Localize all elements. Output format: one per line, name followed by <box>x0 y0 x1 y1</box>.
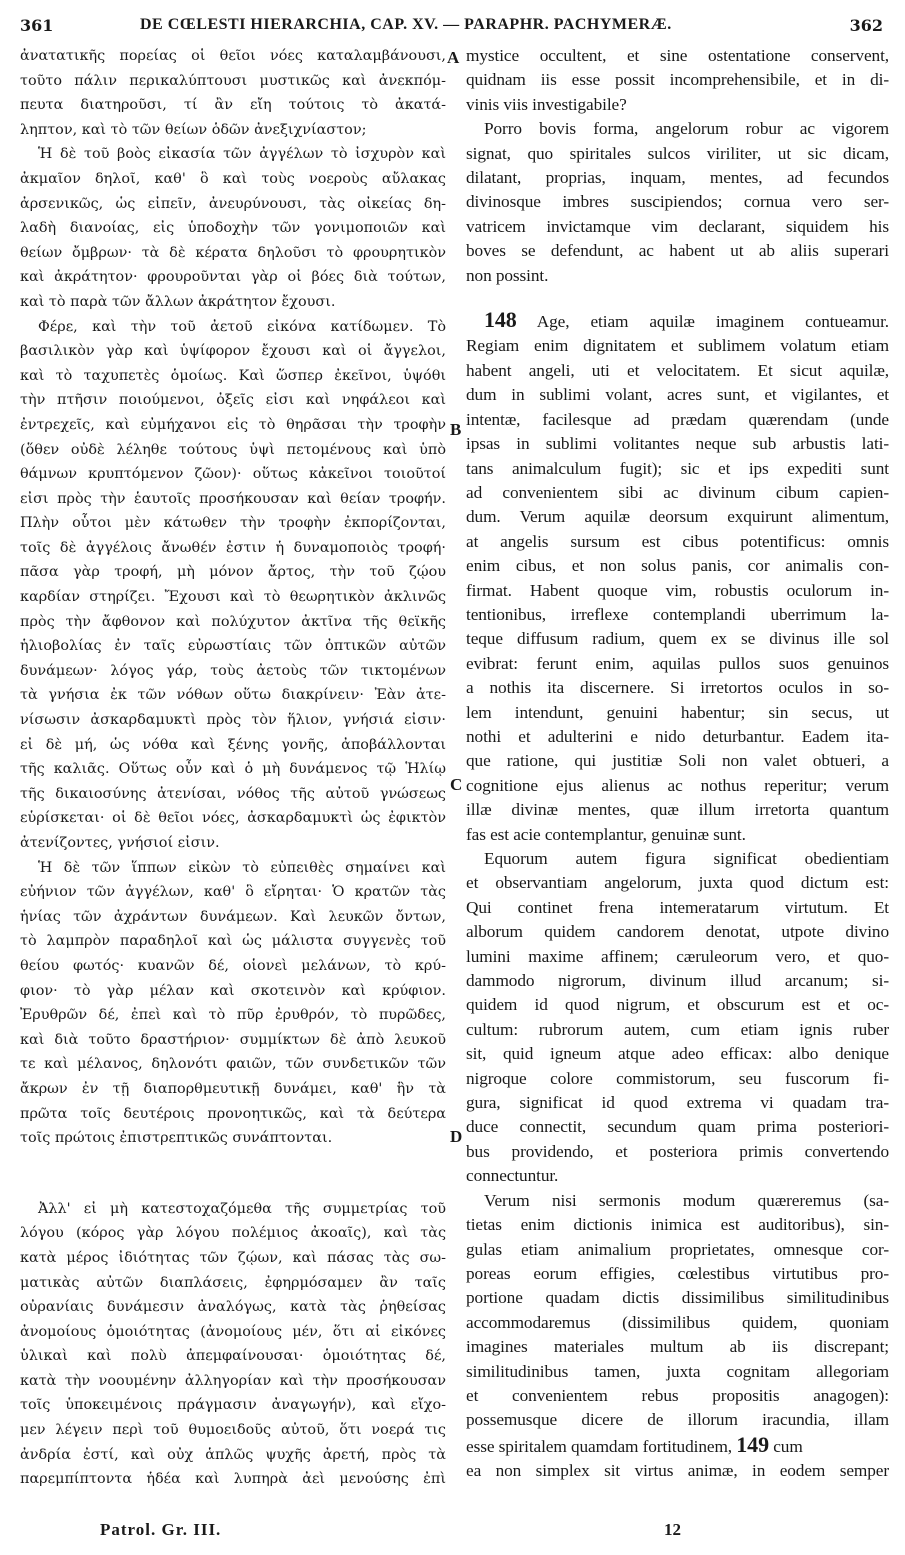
latin-line: et convenientem rebus propositis anagogen): <box>466 1385 889 1405</box>
latin-line: intentæ, facilesque ad prædam quærendam (unde <box>466 409 889 429</box>
latin-line: tentionibus, irreflexe contemplandi uberrimum la- <box>466 604 889 624</box>
running-title: DE CŒLESTI HIERARCHIA, CAP. XV. — PARAPHR. PACHYMERÆ. <box>140 16 672 33</box>
latin-line: signat, quo spiritales sulcos viriliter, ut sic dicam, <box>466 143 889 163</box>
latin-line: ipsas in sublimi volitantes neque sub arbustis lati- <box>466 434 889 454</box>
latin-line: et observantiam angelorum, juxta quod dictum est: <box>466 873 889 893</box>
latin-line: illæ divinæ mentes, quæ illum irretorta quantum <box>466 800 889 820</box>
footer-signature: 12 <box>664 1520 681 1539</box>
latin-line-text: cum <box>773 1436 803 1456</box>
latin-line: Equorum autem figura significat obedientiam <box>484 849 889 868</box>
greek-line: εὑρίσκεται· οἱ δὲ θεῖοι νόες, ἀσκαρδαμυκτὶ ὡς ἐφικτὸν <box>20 810 446 827</box>
greek-line: ὑλικαὶ καὶ πολὺ ἀπεμφαίνουσαι· ὁμοιότητας δέ, <box>20 1348 446 1365</box>
left-page-number: 361 <box>20 16 54 35</box>
greek-line: ἀνδρία ἐστί, καὶ οὐχ ἁπλῶς ψυχῆς ἀρετή, πρὸς τὰ <box>20 1446 446 1463</box>
latin-line: evibrat: ferunt enim, aquilas pullos suos genuinos <box>466 653 889 673</box>
latin-line: nigroque colore commistorum, seu fuscorum fi- <box>466 1068 889 1088</box>
greek-line: (ὅθεν οὐδὲ λέληθε τούτους ὑψὶ πετομένους καὶ ὑπὸ <box>20 441 446 458</box>
greek-line: νίσωσιν ἀσκαρδαμυκτὶ πρὸς τὸν ἥλιον, γνήσιά εἰσιν· <box>20 712 446 729</box>
greek-line: καὶ τὸ παρὰ τῶν ἄλλων ἀκράτητον ἔχουσι. <box>20 293 336 310</box>
latin-line: nothi et adulterini e nido deturbantur. Eadem ita- <box>466 726 889 746</box>
latin-line: Qui continet frena intemeratarum virtutum. Et <box>466 897 889 917</box>
latin-line: lumini maxime affinem; cæruleorum vero, et quo- <box>466 946 889 966</box>
footer-volume: Patrol. Gr. III. <box>100 1520 222 1539</box>
greek-line: ἀτενίζοντες, γνήσιοί εἰσιν. <box>20 835 220 851</box>
latin-line: Regiam enim dignitatem et sublimem volatum etiam <box>466 336 889 356</box>
latin-line: cognitione ejus alienus ac nothus reperitur; verum <box>466 775 889 795</box>
greek-line: τοῖς δὲ ἀγγέλοις ἄνωθέν ἐστιν ἡ δυναμοποιὸς τροφή· <box>20 539 446 556</box>
latin-line: vatricem invictamque vim declarant, siquidem his <box>466 216 889 236</box>
greek-line: εἰσι πρὸς τὴν ἑαυτοῖς προσήκουσαν καὶ θείαν τροφήν. <box>20 490 446 507</box>
greek-line: θείου φωτός· κυανῶν δέ, οἱονεὶ μελάνων, τὸ κρύ- <box>20 957 446 974</box>
greek-line: τὰ γνήσια ἐκ τῶν νόθων οὕτω διακρίνειν· Ἐὰν ἀτε- <box>20 687 446 704</box>
greek-line: Πλὴν οὗτοι μὲν κάτωθεν τὴν τροφὴν ἐκπορίζονται, <box>20 515 446 532</box>
latin-line: sit, quid igneum atque adeo efficax: albo denique <box>466 1044 889 1064</box>
latin-line: teque diffusum radium, quem ex se divinus ille sol <box>466 629 889 649</box>
greek-line: τὴν πτῆσιν ποιούμενοι, ὀξεῖς εἰσι καὶ νηφάλεοι καὶ <box>20 392 446 409</box>
latin-line-with-section <box>466 1433 889 1459</box>
latin-line: boves se defendunt, ac habent ut ab aliis superari <box>466 241 889 261</box>
section-gap <box>20 1151 446 1197</box>
greek-line: Ἐρυθρῶν δέ, ἐπεὶ καὶ τὸ πῦρ ἐρυθρόν, τὸ πυρῶδες, <box>20 1007 446 1024</box>
latin-line: quidnam iis esse possit incomprehensibile, et in di- <box>466 70 889 90</box>
greek-line: εὐήνιον τῶν ἀγγέλων, καθ' ὃ εἴρηται· Ὁ κρατῶν τὰς <box>20 884 446 901</box>
latin-line: quidem id quod nigrum, et obscurum est et oc- <box>466 995 889 1015</box>
greek-line: τοῦτο πάλιν περικαλύπτουσι μυστικῶς καὶ ἀνεκπόμ- <box>20 72 446 89</box>
margin-marker-a: A <box>447 48 460 67</box>
latin-line: mystice occultent, et sine ostentatione conservent, <box>466 46 889 65</box>
latin-line-text: esse spiritalem quamdam fortitudinem, <box>466 1436 733 1456</box>
latin-line: dilatant, proprias, inquam, mentes, ad fecundos <box>466 168 889 188</box>
greek-line: ἀνομοίους ὁμοιότητας (ἀνομοίους μέν, ὅτι αἱ εἰκόνες <box>20 1323 446 1340</box>
greek-line: ἀκμαῖον δηλοῖ, καθ' ὃ καὶ τοὺς νοεροὺς αὔλακας <box>20 170 446 187</box>
latin-line: vinis viis investigabile? <box>466 94 627 114</box>
latin-line: lem intendunt, genuini habentur; sin secus, ut <box>466 702 889 722</box>
greek-line: κατὰ τὴν νοουμένην ἀλληγορίαν καὶ τὴν προσήκουσαν <box>20 1372 446 1389</box>
latin-line: dum. Verum aquilæ deorsum exquirunt alimentum, <box>466 507 889 527</box>
latin-line: bus providendo, et posteriora primis convertendo <box>466 1141 889 1161</box>
latin-line: non possint. <box>466 265 549 285</box>
greek-line: Ἀλλ' εἰ μὴ κατεστοχαζόμεθα τῆς συμμετρίας τοῦ <box>38 1200 446 1217</box>
greek-line: φιον· τὸ γὰρ μέλαν καὶ σκοτεινὸν καὶ κρύφιον. <box>20 982 446 999</box>
latin-line: ea non simplex sit virtus animæ, in eodem semper <box>466 1461 889 1481</box>
greek-line: βασιλικὸν γὰρ καὶ ὑψίφορον ἔχουσι καὶ οἱ ἄγγελοι, <box>20 343 446 360</box>
latin-line: possemusque dicere de illorum iracundia, illam <box>466 1410 889 1430</box>
greek-line: λαδὴ διανοίας, εἰς ὑποδοχὴν τῶν γονιμοποιῶν καὶ <box>20 220 446 237</box>
greek-line: καὶ διὰ τοῦτο δραστήριον· συμμίκτων δὲ ἀπὸ λευκοῦ <box>20 1031 446 1048</box>
greek-line: πρῶτα τοῖς δευτέροις προνοητικῶς, καὶ τὰ δεύτερα <box>20 1105 446 1122</box>
greek-line: καὶ τὸ ταχυπετὲς ὁμοίως. Καὶ ὥσπερ ἐκεῖνοι, ὑψόθι <box>20 367 446 384</box>
latin-line: ad convenientem sibi ac divinum cibum capien- <box>466 482 889 502</box>
latin-line: dum in sublimi volant, acres sunt, et vigilantes, et <box>466 385 889 405</box>
latin-line: divinosque imbres suscipiendos; cornua vero ser- <box>466 192 889 212</box>
greek-line: τὸ λαμπρὸν παραδηλοῖ καὶ ὡς μάλιστα συγγενὲς τοῦ <box>20 933 446 950</box>
latin-line: a nothis ita discernere. Si irretortos oculos in so- <box>466 678 889 698</box>
greek-line: ἀνατατικῆς πορείας οἱ θεῖοι νόες καταλαμβάνουσι, <box>20 48 446 64</box>
latin-line: tietas enim dictionis inimica est auditoribus), sin- <box>466 1215 889 1235</box>
greek-line: τοῖς ὑποκειμένοις πράγμασιν ἀναγωγήν), καὶ εἴχο- <box>20 1397 446 1414</box>
greek-line: Φέρε, καὶ τὴν τοῦ ἀετοῦ εἰκόνα κατίδωμεν. Τὸ <box>38 318 446 335</box>
margin-marker-d: D <box>450 1127 463 1146</box>
latin-line: habent angeli, uti et velocitatem. Et sicut aquilæ, <box>466 360 889 380</box>
greek-line: οὐρανίαις δυνάμεσιν ἀναλόγως, κατὰ τὰς ῥηθείσας <box>20 1299 446 1316</box>
latin-line: imagines materiales multum ab iis discrepant; <box>466 1337 889 1357</box>
greek-line: ματικὰς αὐτῶν διαπλάσεις, ἐφηρμόσαμεν ἂν ταῖς <box>20 1274 446 1291</box>
latin-line: gulas etiam animalium proprietates, omnesque cor- <box>466 1239 889 1259</box>
latin-line: similitudinibus tamen, juxta cognitam allegoriam <box>466 1361 889 1381</box>
latin-line: duce connectit, secundum quam prima posteriori- <box>466 1117 889 1137</box>
latin-line: accommodaremus (dissimilibus quidem, quoniam <box>466 1312 889 1332</box>
greek-line: ἄκρων ἐν τῇ διαπορθμευτικῇ δυνάμει, καθ' ἣν τὰ <box>20 1080 446 1097</box>
greek-column <box>20 44 446 1492</box>
greek-line: τε καὶ μέλανος, δηλονότι φαιῶν, τῶν συνδετικῶν τῶν <box>20 1056 446 1073</box>
greek-line: τοῖς πρώτοις ἐπιστρεπτικῶς συνάπτονται. <box>20 1130 333 1147</box>
greek-line: κατὰ μέρος ἰδιότητας τῶν ζῴων, καὶ πάσας τὰς σω- <box>20 1249 446 1266</box>
greek-line: δυνάμεων· λόγος γάρ, τοὺς ἀετοὺς τῶν τικτομένων <box>20 662 446 679</box>
latin-line: portione quadam dictis dissimilibus similitudinibus <box>466 1288 889 1308</box>
greek-line: καὶ ἀκράτητον· φρουροῦνται γὰρ οἱ βόες διὰ τούτων, <box>20 269 446 286</box>
latin-line: cultum: rubrorum autem, cum etiam ignis ruber <box>466 1019 889 1039</box>
greek-line: καρδίαν στηρίζει. Ἔχουσι καὶ τὸ θεωρητικὸν ἀκλινῶς <box>20 589 446 606</box>
greek-line: λόγου (κόρος γὰρ λόγου πολέμιος ἀκοαῖς), καὶ τὰς <box>20 1225 446 1242</box>
greek-line: θείων ὄμβρων· τὰ δὲ κέρατα δηλοῦσι τὸ φρουρητικὸν <box>20 244 446 261</box>
margin-marker-b: B <box>450 420 462 439</box>
greek-line: ἐντρεχεῖς, καὶ εὐμήχανοι εἰς τὸ θηρᾶσαι τὴν τροφὴν <box>20 416 446 433</box>
latin-line: Verum nisi sermonis modum quæreremus (sa- <box>484 1190 889 1210</box>
latin-line: at angelis sursum est cibus potentificus: omnis <box>466 531 889 551</box>
right-page-number: 362 <box>849 16 883 35</box>
latin-line: connectuntur. <box>466 1166 559 1186</box>
greek-line: τῆς δικαιοσύνης ἀτενίσαι, νόθος τῆς αὐτοῦ γνώσεως <box>20 785 446 802</box>
greek-line: μεν λέγειν περὶ τοῦ θυμοειδοῦς αὐτοῦ, ὅτι νοερά τις <box>20 1422 446 1439</box>
latin-line: gura, significat id quod extrema vi quadam tra- <box>466 1093 889 1113</box>
latin-line: fas est acie contemplantur, genuinæ sunt. <box>466 824 746 844</box>
latin-line: firmat. Habent quoque vim, robustis oculorum in- <box>466 580 889 600</box>
section-number: 149 <box>736 1432 769 1457</box>
latin-line: tans animalculum fugit); sic et ips expediti sunt <box>466 458 889 478</box>
greek-line: παρεμπίπτοντα ἡδέα καὶ λυπηρὰ ἀεὶ μενούσης ἐπὶ <box>20 1471 446 1488</box>
latin-line: dammodo nigrorum, divinum illud arcanum; si- <box>466 971 889 991</box>
greek-line: τῆς καλιᾶς. Οὕτως οὖν καὶ ὁ μὴ δυνάμενος τῷ Ἡλίῳ <box>20 761 446 778</box>
greek-line: ληπτον, καὶ τὸ τῶν θείων ὁδῶν ἀνεξιχνίαστον; <box>20 121 367 138</box>
latin-line: alborum quidem candorem denotat, utpote divino <box>466 922 889 942</box>
latin-column <box>466 44 889 1484</box>
greek-line: Ἡ δὲ τοῦ βοὸς εἰκασία τῶν ἀγγέλων τὸ ἰσχυρὸν καὶ <box>38 146 446 163</box>
greek-line: ἡνίας τῶν ἀχράντων δυνάμεων. Καὶ λευκῶν ὄντων, <box>20 908 446 925</box>
greek-line: πρὸς τὴν ἄφθονον καὶ πολύχυτον ἀκτῖνα τῆς θεϊκῆς <box>20 613 446 630</box>
page-header <box>0 0 905 42</box>
greek-line: πευτα διατηροῦσι, τί ἂν εἴη τούτοις τὸ ἀκατά- <box>20 97 446 114</box>
greek-line: ἡλιοβολίας ἐν ταῖς εὐρωστίαις τῶν ὀπτικῶν αὐτῶν <box>20 638 446 655</box>
margin-marker-c: C <box>450 775 463 794</box>
section-gap <box>466 288 889 308</box>
latin-line: poreas eorum effigies, cœlestibus virtutibus pro- <box>466 1263 889 1283</box>
greek-line: θάμνων κρυπτόμενον ζῶον)· οὕτως κἀκεῖνοι τοιοῦτοί <box>20 466 446 483</box>
greek-line: πᾶσα γὰρ τροφή, μὴ μόνον ἄρτος, τὴν τοῦ ζῴου <box>20 564 446 581</box>
greek-line: Ἡ δὲ τῶν ἵππων εἰκὼν τὸ εὐπειθὲς σημαίνει καὶ <box>38 859 446 876</box>
greek-line: ἀρσενικῶς, ὡς εἰπεῖν, ἀνευρύνουσι, τὰς οἰκείας δη- <box>20 195 446 212</box>
greek-line: εἰ δὲ μή, ὡς νόθα καὶ ξένης γονῆς, ἀποβάλλονται <box>20 736 446 753</box>
section-number: 148 <box>484 308 517 333</box>
latin-line-text: Age, etiam aquilæ imaginem contueamur. <box>536 312 889 332</box>
latin-line: que ratione, qui justitiæ Soli non valet obtueri, a <box>466 751 889 771</box>
latin-line-with-section <box>466 308 889 334</box>
latin-line: enim cibus, et non solus panis, cor animalis con- <box>466 556 889 576</box>
latin-line: Porro bovis forma, angelorum robur ac vigorem <box>484 119 889 139</box>
